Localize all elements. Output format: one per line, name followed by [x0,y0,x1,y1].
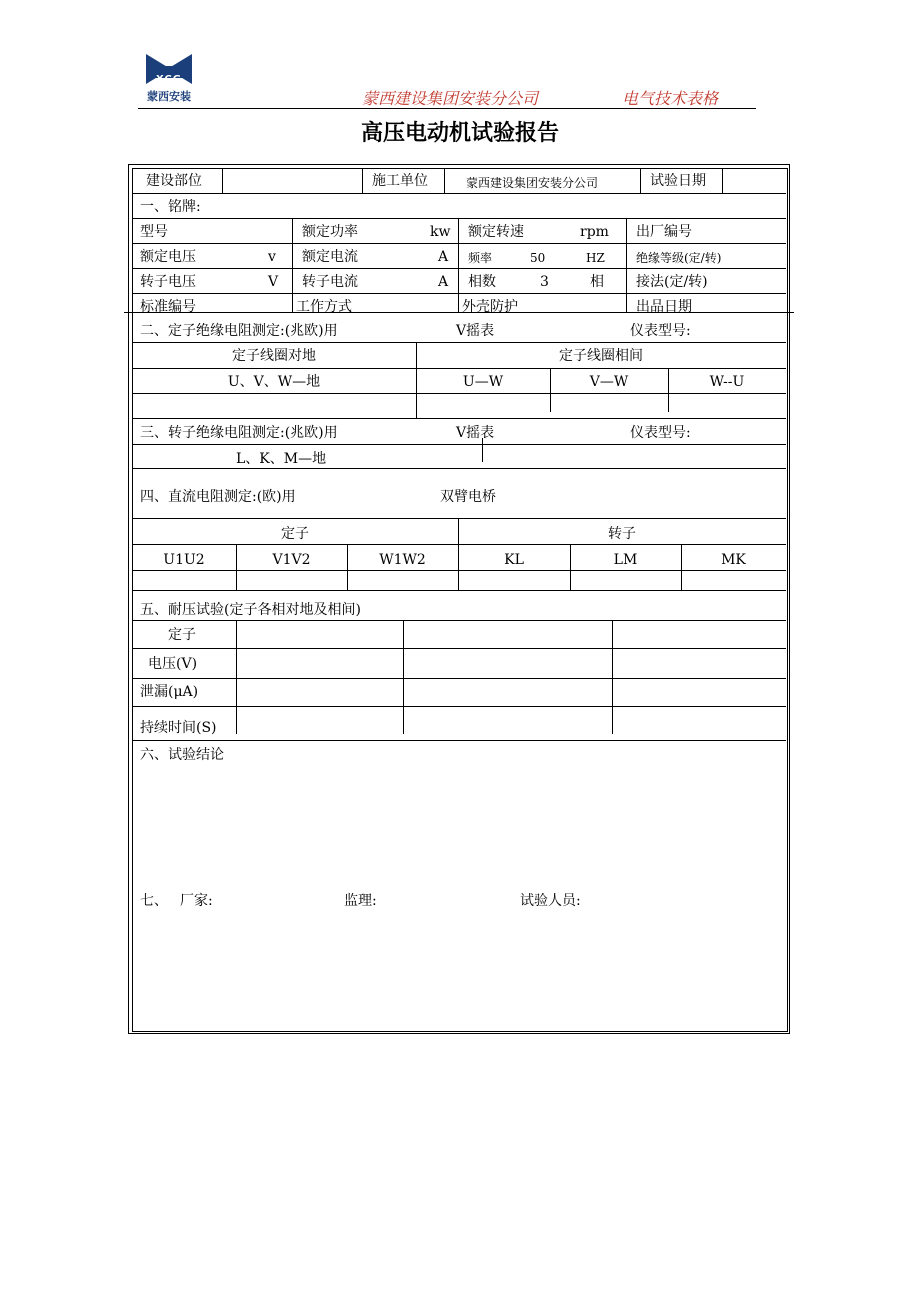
withstand-row-duration: 持续时间(S) [140,720,217,736]
dc-col-v1v2: V1V2 [272,552,311,568]
rotor-voltage-label: 转子电压 [140,274,196,290]
dc-col-lm: LM [613,552,638,568]
phases-unit: 相 [590,274,604,290]
dc-col-kl: KL [504,552,524,568]
lkm-ground-label: L、K、M—地 [236,451,327,467]
withstand-row-voltage: 电压(V) [148,656,198,672]
rotor-current-unit: A [438,274,449,290]
rated-voltage-label: 额定电压 [140,249,196,265]
contractor-label: 施工单位 [372,173,428,189]
stator-phase-header: 定子线圈相间 [559,348,643,364]
dc-col-mk: MK [721,552,746,568]
nameplate-heading: 一、铭牌: [140,199,201,215]
stator-insulation-heading: 二、定子绝缘电阻测定:(兆欧)用 [140,323,338,339]
uvw-ground-label: U、V、W—地 [227,374,321,390]
company-name: 蒙西建设集团安装分公司 [362,89,539,108]
withstand-row-stator: 定子 [168,627,196,643]
stator-to-ground-header: 定子线圈对地 [232,348,316,364]
withstand-row-leakage: 泄漏(μA) [140,684,199,700]
standard-no-label: 标准编号 [140,299,196,315]
rated-power-unit: kw [430,224,451,240]
vw-label: V—W [589,374,629,390]
header-rule [138,108,756,109]
supervisor-signature-label: 监理: [344,893,377,909]
manufacture-date-label: 出品日期 [636,299,692,315]
stator-meter-model: 仪表型号: [630,323,691,339]
manufacturer-signature-label: 厂家: [180,893,213,909]
rotor-meter-model: 仪表型号: [630,425,691,441]
uw-label: U—W [462,374,504,390]
rotor-current-label: 转子电流 [302,274,358,290]
stator-meter: V摇表 [456,323,495,339]
insulation-class-label: 绝缘等级(定/转) [636,251,722,265]
work-mode-label: 工作方式 [296,299,352,315]
logo-name: 蒙西安装 [147,90,191,103]
frequency-value: 50 [530,251,546,265]
signature-prefix: 七、 [140,893,168,909]
phases-value: 3 [540,274,549,290]
rotor-voltage-unit: V [268,274,279,290]
serial-no-label: 出厂编号 [636,224,692,240]
contractor-value: 蒙西建设集团安装分公司 [466,176,599,190]
rated-current-label: 额定电流 [302,249,358,265]
rated-speed-unit: rpm [580,224,609,240]
dc-col-u1u2: U1U2 [163,552,205,568]
dc-bridge-label: 双臂电桥 [440,489,496,505]
dc-resistance-heading: 四、直流电阻测定:(欧)用 [140,489,296,505]
frequency-unit: HZ [586,251,605,265]
phases-label: 相数 [468,274,496,290]
rotor-meter: V摇表 [456,425,495,441]
conclusion-heading: 六、试验结论 [140,747,224,763]
enclosure-label: 外壳防护 [462,299,518,315]
dc-col-w1w2: W1W2 [379,552,426,568]
rated-speed-label: 额定转速 [468,224,524,240]
test-date-label: 试验日期 [650,173,706,189]
rotor-insulation-heading: 三、转子绝缘电阻测定:(兆欧)用 [140,425,338,441]
logo-abbr: XCG [156,74,182,85]
connection-label: 接法(定/转) [636,274,708,290]
dc-rotor-header: 转子 [608,526,636,542]
company-logo [138,52,200,106]
construction-unit-label: 建设部位 [146,173,202,189]
withstand-heading: 五、耐压试验(定子各相对地及相间) [140,602,361,618]
dc-stator-header: 定子 [281,526,309,542]
model-label: 型号 [140,224,168,240]
rated-power-label: 额定功率 [302,224,358,240]
frequency-label: 频率 [468,251,493,265]
doc-type: 电气技术表格 [622,89,719,108]
tester-signature-label: 试验人员: [520,893,581,909]
page-title: 高压电动机试验报告 [360,121,559,146]
wu-label: W--U [709,374,745,390]
rated-current-unit: A [438,249,449,265]
rated-voltage-unit: v [268,249,276,265]
